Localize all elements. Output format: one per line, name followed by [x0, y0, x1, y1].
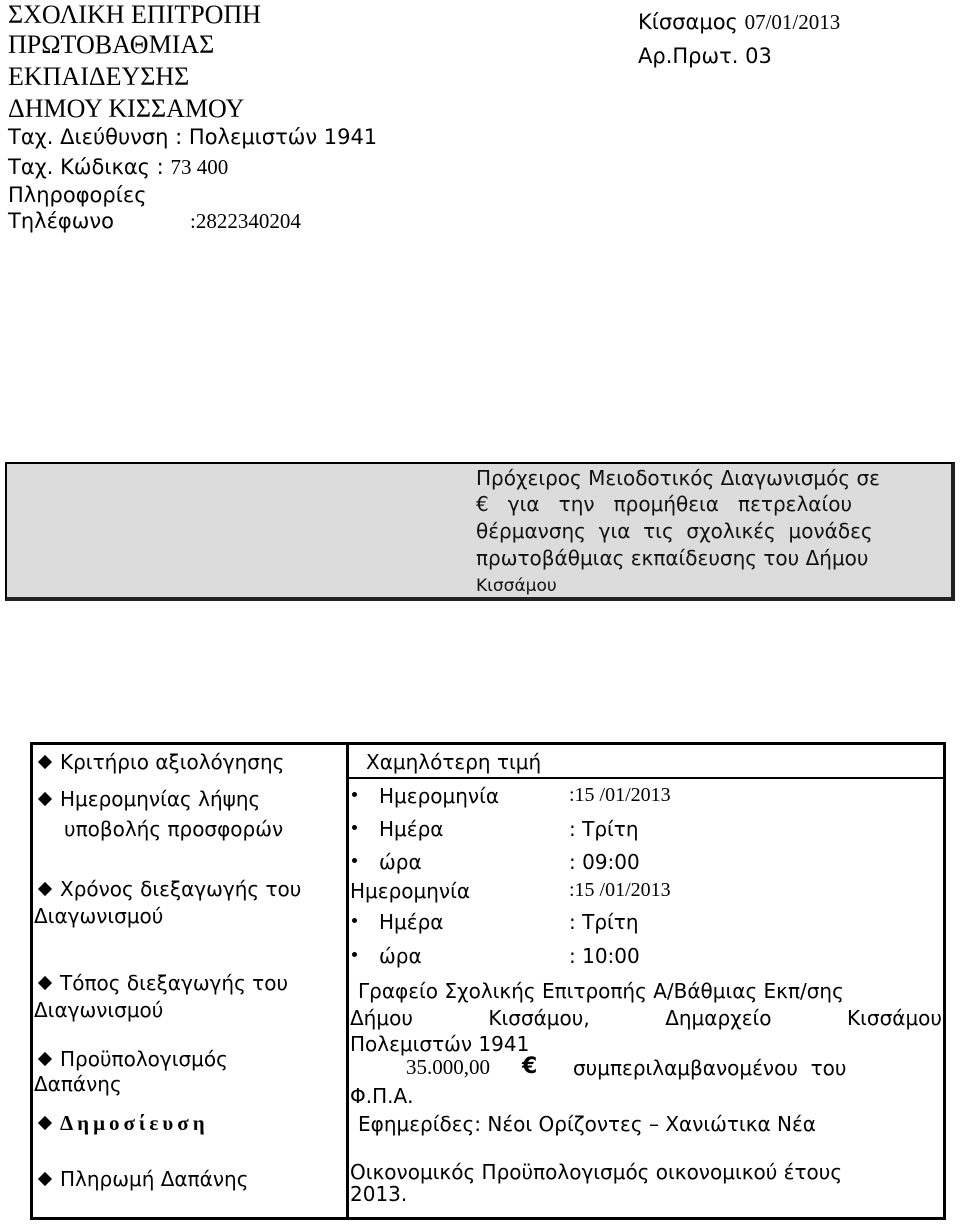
org-name-line-1: ΣΧΟΛΙΚΗ ΕΠΙΤΡΟΠΗ — [8, 0, 261, 29]
bullet-diamond-icon — [38, 976, 52, 990]
bullet-dot-icon — [352, 792, 357, 797]
place-value-2: Δήμου Κισσάμου, Δημαρχείο Κισσάμου — [350, 1006, 942, 1030]
bullet-dot-icon — [352, 952, 357, 957]
budget-text-2: Φ.Π.Α. — [350, 1084, 414, 1108]
place-date — [638, 10, 840, 35]
conduct-date-val: :15 /01/2013 — [569, 879, 671, 901]
conduct-label-1: Χρόνος διεξαγωγής του — [40, 877, 301, 901]
info-label: Πληροφορίες — [8, 183, 147, 207]
subject-line-5: Κισσάμου — [476, 576, 557, 596]
org-name-line-2: ΠΡΩΤΟΒΑΘΜΙΑΣ — [8, 30, 215, 59]
budget-text: συμπεριλαμβανομένου του — [573, 1056, 847, 1080]
payment-value-1: Οικονομικός Προϋπολογισμός οικονομικού έτους — [350, 1160, 843, 1184]
bullet-diamond-icon — [38, 1116, 52, 1130]
submission-time-key: ώρα — [352, 850, 422, 874]
conduct-day-val: : Τρίτη — [569, 910, 639, 934]
criterion-label: Κριτήριο αξιολόγησης — [40, 750, 284, 774]
phone-label: Τηλέφωνο — [8, 209, 114, 233]
table-divider-vertical — [346, 742, 349, 1218]
place-value-3: Πολεμιστών 1941 — [350, 1032, 530, 1056]
subject-line-1: Πρόχειρος Μειοδοτικός Διαγωνισμός σε — [476, 466, 880, 490]
bullet-diamond-icon — [38, 882, 52, 896]
submission-date-val: :15 /01/2013 — [569, 784, 671, 806]
submission-label-1: Ημερομηνίας λήψης — [40, 787, 260, 811]
conduct-time-val: : 10:00 — [569, 944, 640, 968]
euro-icon: € — [522, 1054, 538, 1079]
payment-value-2: 2013. — [350, 1182, 408, 1206]
bullet-diamond-icon — [38, 1052, 52, 1066]
place: Κίσσαμος — [638, 10, 738, 34]
org-name-line-4: ΔΗΜΟΥ ΚΙΣΣΑΜΟΥ — [8, 94, 245, 123]
place-label-1: Τόπος διεξαγωγής του — [40, 971, 288, 995]
subject-line-3: θέρμανσης για τις σχολικές μονάδες — [476, 519, 873, 543]
submission-day-key: Ημέρα — [352, 817, 443, 841]
payment-label: Πληρωμή Δαπάνης — [40, 1167, 248, 1191]
conduct-day-key: Ημέρα — [352, 910, 443, 934]
postal-line — [8, 154, 228, 180]
date: 07/01/2013 — [744, 10, 841, 34]
conduct-time-key: ώρα — [352, 944, 422, 968]
place-label-2: Διαγωνισμού — [34, 998, 164, 1022]
conduct-label-2: Διαγωνισμού — [34, 904, 164, 928]
protocol-label: Αρ.Πρωτ. — [638, 44, 739, 68]
submission-day-val: : Τρίτη — [569, 817, 639, 841]
table-divider-horizontal — [346, 777, 946, 779]
budget-label-2: Δαπάνης — [34, 1072, 122, 1096]
bullet-diamond-icon — [38, 1172, 52, 1186]
subject-line-4: πρωτοβάθμιας εκπαίδευσης του Δήμου — [476, 546, 869, 570]
submission-time-val: : 09:00 — [569, 850, 640, 874]
publication-value: Εφημερίδες: Νέοι Ορίζοντες – Χανιώτικα Νέα — [358, 1112, 816, 1136]
phone-value: :2822340204 — [190, 209, 301, 233]
protocol — [638, 44, 772, 68]
place-value-1: Γραφείο Σχολικής Επιτροπής Α/Βάθμιας Εκπ/σης — [358, 979, 844, 1003]
submission-date-key: Ημερομηνία — [352, 784, 499, 808]
criterion-value: Χαμηλότερη τιμή — [366, 750, 542, 774]
org-name-line-3: ΕΚΠΑΙΔΕΥΣΗΣ — [8, 62, 190, 91]
bullet-dot-icon — [352, 918, 357, 923]
publication-label: Δημοσίευση — [40, 1111, 209, 1136]
bullet-diamond-icon — [38, 755, 52, 769]
conduct-date-key: Ημερομηνία — [350, 879, 471, 903]
budget-amount: 35.000,00 — [406, 1055, 490, 1079]
subject-line-2: € για την προμήθεια πετρελαίου — [476, 492, 853, 516]
protocol-value: 03 — [745, 44, 772, 68]
budget-label-1: Προϋπολογισμός — [40, 1047, 228, 1071]
postal-label: Ταχ. Κώδικας : — [8, 155, 164, 179]
bullet-diamond-icon — [38, 792, 52, 806]
address-line: Ταχ. Διεύθυνση : Πολεμιστών 1941 — [8, 125, 378, 149]
postal-value: 73 400 — [170, 155, 229, 179]
bullet-dot-icon — [352, 825, 357, 830]
bullet-dot-icon — [352, 858, 357, 863]
submission-label-2: υποβολής προσφορών — [64, 817, 284, 841]
